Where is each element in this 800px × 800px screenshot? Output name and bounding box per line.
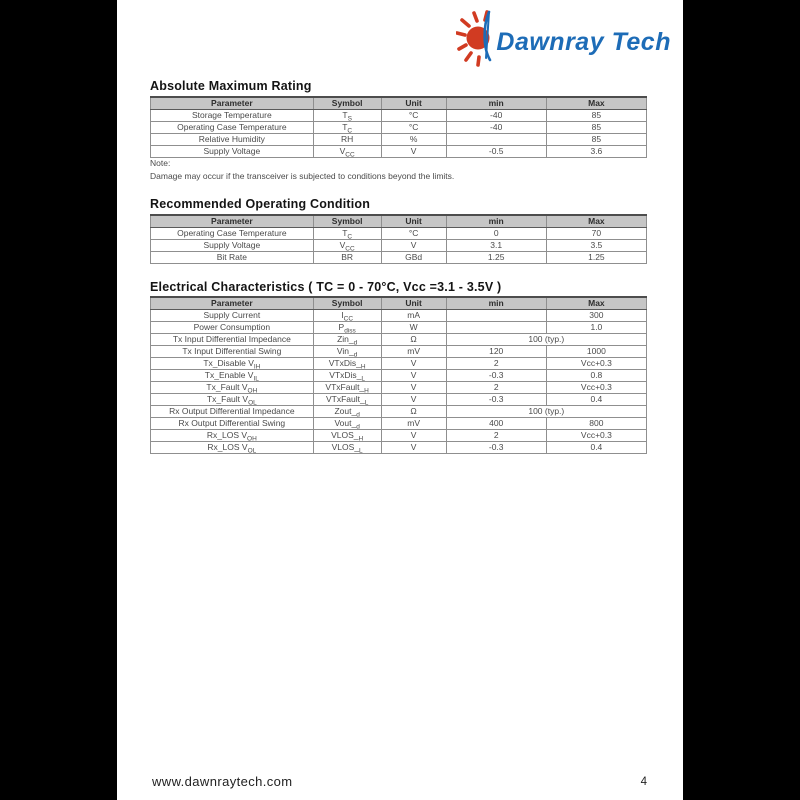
table-cell: $Vin\__d$ (313, 345, 381, 357)
column-header: min (446, 297, 546, 309)
table-cell: V (381, 357, 446, 369)
table-cell: -0.5 (446, 145, 546, 157)
column-header: Symbol (313, 215, 381, 227)
footer-website-url: www.dawnraytech.com (152, 774, 293, 789)
table-cell: 0.4 (546, 393, 646, 405)
column-header: min (446, 97, 546, 109)
table-cell: Rx_LOS $V_{OL}$ (151, 441, 314, 453)
table-cell: mV (381, 417, 446, 429)
table-cell: 0 (446, 227, 546, 239)
column-header: Max (546, 97, 646, 109)
table-header-row (151, 97, 647, 109)
table-cell: 3.5 (546, 239, 646, 251)
table-cell: 2 (446, 381, 546, 393)
table-cell: 85 (546, 121, 646, 133)
table-cell: Tx Input Differential Swing (151, 345, 314, 357)
table-cell: $Zout\__d$ (313, 405, 381, 417)
table-row (151, 239, 647, 251)
document-page (117, 0, 683, 800)
table-cell: $VTxDis\__H$ (313, 357, 381, 369)
table-cell: Rx_LOS $V_{OH}$ (151, 429, 314, 441)
table-cell: V (381, 429, 446, 441)
table-cell: V (381, 381, 446, 393)
table-cell: 1.0 (546, 321, 646, 333)
table-cell: $I_{CC}$ (313, 309, 381, 321)
table-row (151, 251, 647, 263)
table-cell: V (381, 145, 446, 157)
table-cell: RH (313, 133, 381, 145)
table-cell: $VTxFault\__H$ (313, 381, 381, 393)
table-cell: 120 (446, 345, 546, 357)
column-header: Max (546, 297, 646, 309)
page-number: 4 (640, 776, 647, 788)
table-row (151, 133, 647, 145)
table-cell: -40 (446, 121, 546, 133)
table-note (150, 157, 454, 182)
table-cell: mA (381, 309, 446, 321)
table-cell: V (381, 441, 446, 453)
table-cell: 2 (446, 357, 546, 369)
table-cell: Vcc+0.3 (546, 357, 646, 369)
table-cell: Rx Output Differential Swing (151, 417, 314, 429)
table-row (151, 121, 647, 133)
table-cell: 85 (546, 109, 646, 121)
table-cell: V (381, 393, 446, 405)
table-cell: V (381, 239, 446, 251)
column-header: Symbol (313, 297, 381, 309)
table-row (151, 109, 647, 121)
table-cell: $T_S$ (313, 109, 381, 121)
section-title-absolute-maximum-rating: Absolute Maximum Rating (150, 79, 312, 93)
table-cell: Ω (381, 405, 446, 417)
column-header: Unit (381, 215, 446, 227)
table-cell: $T_C$ (313, 121, 381, 133)
table-row (151, 417, 647, 429)
table-cell: W (381, 321, 446, 333)
table-cell: Tx Input Differential Impedance (151, 333, 314, 345)
table-row (151, 309, 647, 321)
table-row (151, 393, 647, 405)
table-row (151, 441, 647, 453)
table-cell (446, 133, 546, 145)
table-cell: 85 (546, 133, 646, 145)
column-header: Symbol (313, 97, 381, 109)
table-cell: $P_{diss}$ (313, 321, 381, 333)
table-cell: 3.6 (546, 145, 646, 157)
table-cell: -40 (446, 109, 546, 121)
table-cell: $VLOS\__L$ (313, 441, 381, 453)
table-row (151, 429, 647, 441)
table-cell: 1.25 (546, 251, 646, 263)
table-cell: 0.8 (546, 369, 646, 381)
electrical-characteristics-table (150, 296, 647, 454)
table-cell: 1.25 (446, 251, 546, 263)
table-cell: 1000 (546, 345, 646, 357)
table-row (151, 405, 647, 417)
table-cell: Bit Rate (151, 251, 314, 263)
table-cell: BR (313, 251, 381, 263)
column-header: Parameter (151, 215, 314, 227)
table-cell: °C (381, 109, 446, 121)
column-header: Parameter (151, 97, 314, 109)
note-text: Damage may occur if the transceiver is subjected to conditions beyond the limits. (150, 170, 455, 181)
table-cell: °C (381, 227, 446, 239)
table-cell: Power Consumption (151, 321, 314, 333)
table-cell: $V_{CC}$ (313, 145, 381, 157)
note-label: Note: (150, 158, 171, 168)
table-cell: $Vout\__d$ (313, 417, 381, 429)
table-cell: Supply Voltage (151, 239, 314, 251)
table-cell: 400 (446, 417, 546, 429)
table-cell: Operating Case Temperature (151, 227, 314, 239)
table-row (151, 321, 647, 333)
absolute-maximum-rating-table (150, 96, 647, 158)
table-cell: Relative Humidity (151, 133, 314, 145)
table-row (151, 369, 647, 381)
table-cell: 70 (546, 227, 646, 239)
table-row (151, 357, 647, 369)
table-cell: mV (381, 345, 446, 357)
section-title-electrical-characteristics: Electrical Characteristics ( TC = 0 - 70°C, Vcc =3.1 - 3.5V ) (150, 280, 502, 294)
table-cell: Tx_Enable $V_{IL}$ (151, 369, 314, 381)
table-cell: Tx_Fault $V_{OH}$ (151, 381, 314, 393)
table-cell: V (381, 369, 446, 381)
table-cell: Tx_Disable $V_{IH}$ (151, 357, 314, 369)
table-cell: Vcc+0.3 (546, 429, 646, 441)
table-cell: $T_C$ (313, 227, 381, 239)
table-cell: Vcc+0.3 (546, 381, 646, 393)
table-cell: Storage Temperature (151, 109, 314, 121)
table-cell (446, 309, 546, 321)
table-header-row (151, 215, 647, 227)
table-cell: 3.1 (446, 239, 546, 251)
table-cell: 800 (546, 417, 646, 429)
table-cell: GBd (381, 251, 446, 263)
company-name: Dawnray Tech (496, 27, 671, 56)
table-cell: $Zin\__d$ (313, 333, 381, 345)
section-title-recommended-operating-condition: Recommended Operating Condition (150, 197, 371, 211)
column-header: Unit (381, 97, 446, 109)
table-cell: 300 (546, 309, 646, 321)
column-header: Max (546, 215, 646, 227)
table-cell: 2 (446, 429, 546, 441)
recommended-operating-condition-table (150, 214, 647, 264)
table-row (151, 381, 647, 393)
table-cell: -0.3 (446, 369, 546, 381)
table-cell: $VTxDis\__L$ (313, 369, 381, 381)
table-cell (446, 321, 546, 333)
column-header: min (446, 215, 546, 227)
table-cell: 0.4 (546, 441, 646, 453)
table-row (151, 345, 647, 357)
table-cell: -0.3 (446, 441, 546, 453)
table-cell: Tx_Fault $V_{OL}$ (151, 393, 314, 405)
company-logo (456, 6, 671, 72)
column-header: Parameter (151, 297, 314, 309)
table-row (151, 227, 647, 239)
table-cell: -0.3 (446, 393, 546, 405)
table-cell: °C (381, 121, 446, 133)
table-cell: $VLOS\__H$ (313, 429, 381, 441)
table-cell: $V_{CC}$ (313, 239, 381, 251)
table-cell: % (381, 133, 446, 145)
table-cell: Rx Output Differential Impedance (151, 405, 314, 417)
table-cell: 100 (typ.) (446, 333, 646, 345)
table-row (151, 145, 647, 157)
table-row (151, 333, 647, 345)
column-header: Unit (381, 297, 446, 309)
table-cell: Ω (381, 333, 446, 345)
table-cell: Supply Current (151, 309, 314, 321)
table-cell: Supply Voltage (151, 145, 314, 157)
table-cell: $VTxFault\__L$ (313, 393, 381, 405)
table-cell: 100 (typ.) (446, 405, 646, 417)
table-cell: Operating Case Temperature (151, 121, 314, 133)
table-header-row (151, 297, 647, 309)
